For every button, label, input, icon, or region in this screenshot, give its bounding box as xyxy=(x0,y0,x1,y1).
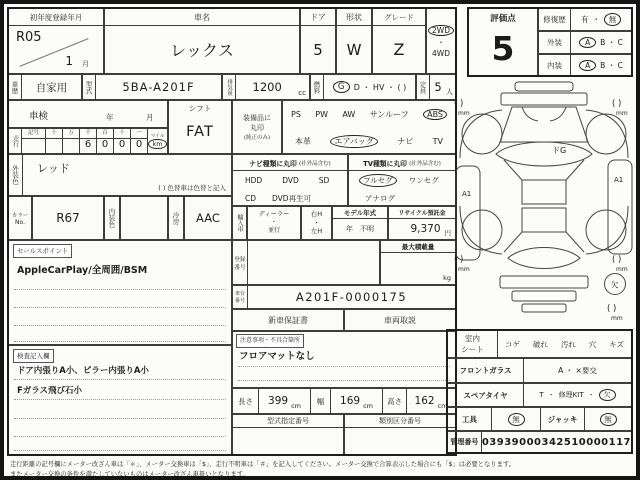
displacement-value: 1200 xyxy=(252,80,282,94)
handle-sep: ・ xyxy=(313,218,320,227)
exterior-grade-selected: A xyxy=(579,37,596,48)
equip-airbag-selected: エアバッグ xyxy=(330,135,377,148)
reg-era: R05 xyxy=(16,30,42,45)
tread-bracket-spare: ( ) xyxy=(607,304,617,314)
odo-unit-km-selected: km xyxy=(148,139,166,149)
width-value: 169 xyxy=(340,395,361,407)
navi-type-title: ナビ種類に丸印 xyxy=(249,159,297,168)
fuel-cell xyxy=(310,74,416,100)
sales-point-text: AppleCarPlay/全周囲/BSM xyxy=(17,265,148,276)
height-unit: cm xyxy=(437,402,448,410)
height-label: 高さ xyxy=(383,389,407,413)
odo-unit-cell xyxy=(148,129,167,153)
fuel-label: 燃料 xyxy=(311,75,324,99)
front-glass-row xyxy=(447,358,632,383)
import-dealer-cell xyxy=(247,206,301,240)
capacity-cell xyxy=(416,74,456,100)
odo-header: 百 xyxy=(97,129,113,139)
grade-value: Z xyxy=(393,40,405,59)
right-handle: 右H xyxy=(310,210,323,219)
capacity-value: 5 xyxy=(434,80,442,94)
history-label: 車歴 xyxy=(9,75,22,99)
odo-header: 一 xyxy=(131,129,147,139)
inspector-notes-tag: 検査記入欄 xyxy=(13,349,54,363)
height-value: 162 xyxy=(414,395,435,407)
tv-analog: アナログ xyxy=(365,193,395,203)
length-label: 長さ xyxy=(233,389,259,413)
shaken-year-label: 年 xyxy=(106,113,114,122)
navi-dvd-play: DVD再生可 xyxy=(272,193,312,203)
navi-type-body xyxy=(232,170,348,206)
reg-month-unit: 月 xyxy=(82,60,89,68)
type-cert-label: 型式指定番号 xyxy=(233,415,343,428)
navi-hdd: HDD xyxy=(245,175,263,185)
odo-header: 記号 xyxy=(22,129,45,139)
history-cell xyxy=(8,74,82,100)
management-no-value: 03939000342510000117 xyxy=(481,436,631,448)
length-value: 399 xyxy=(268,395,289,407)
spare-tire-row xyxy=(447,383,632,407)
odo-col xyxy=(97,129,114,153)
seat-stain: 汚れ xyxy=(560,339,576,349)
equip-tv: TV xyxy=(432,137,443,146)
shaken-cell xyxy=(8,100,168,128)
exterior-color-value: レッド xyxy=(37,162,70,175)
seat-tear: 破れ xyxy=(532,339,548,349)
car-name-cell xyxy=(104,8,300,74)
model-code-label: 型式 xyxy=(83,75,96,99)
management-no-label: 管理番号 xyxy=(448,432,482,452)
odo-digit: 6 xyxy=(84,139,92,150)
inspector-note-line1: ドア内張りA小、ピラー内張りA小 xyxy=(17,366,149,376)
dimensions-row xyxy=(232,388,456,414)
new-car-warranty-cell: 新車保証書 xyxy=(232,309,344,331)
exterior-grade-label: 外装 xyxy=(539,32,571,53)
max-load-unit: kg xyxy=(443,274,451,282)
seat-scratch: キズ xyxy=(609,339,624,349)
sales-point-cell xyxy=(8,240,232,345)
tread-bracket-rear-right: ( ) xyxy=(612,255,622,265)
shift-value: FAT xyxy=(186,124,214,140)
navi-type-sub: (社外品含む) xyxy=(298,160,331,167)
tool-label: 工具 xyxy=(448,408,492,430)
length-unit: cm xyxy=(291,402,301,410)
odo-col xyxy=(46,129,63,153)
odo-header: 万 xyxy=(63,129,79,139)
drivetrain-cell xyxy=(426,8,456,74)
car-name-value: レックス xyxy=(170,41,234,60)
import-label: 輸入車 xyxy=(232,206,247,240)
interior-color-value xyxy=(120,196,168,240)
import-parallel: 並行 xyxy=(267,227,281,235)
odometer-cell xyxy=(8,128,168,154)
type-cert-cell xyxy=(232,414,344,455)
color-no-label xyxy=(8,196,32,240)
repair-sep: ・ xyxy=(592,15,600,24)
score-value: 5 xyxy=(491,28,515,68)
repair-yes: 有 xyxy=(581,15,589,24)
shift-cell xyxy=(168,100,232,154)
exterior-color-cell xyxy=(8,154,232,196)
chassis-no-value: A201F-0000175 xyxy=(295,290,408,304)
odo-digit: 0 xyxy=(101,139,109,150)
class-no-cell xyxy=(344,414,456,455)
max-load-cell xyxy=(380,240,456,285)
tread-unit-front-left: mm xyxy=(458,110,470,117)
displacement-label: 排気量 xyxy=(223,75,236,99)
seat-label xyxy=(448,331,498,357)
model-year-cell xyxy=(332,206,388,240)
spare-repair-kit: 修理KIT xyxy=(558,391,584,399)
chassis-label-2: 番号 xyxy=(234,298,245,304)
handle-side-cell xyxy=(301,206,332,240)
tv-oneseg: ワンセグ xyxy=(408,175,439,185)
car-diagram xyxy=(452,80,636,330)
ac-label: 冷房 xyxy=(168,196,184,240)
odo-header: 十 xyxy=(114,129,130,139)
odo-col xyxy=(63,129,80,153)
odo-col xyxy=(131,129,148,153)
front-glass-label: フロントガラス xyxy=(448,359,524,382)
width-label: 幅 xyxy=(311,389,331,413)
first-registration-label: 初年度登録年月 xyxy=(9,9,103,26)
odo-col xyxy=(80,129,97,153)
navi-sd: SD xyxy=(318,175,330,185)
import-sep: ・ xyxy=(270,218,278,226)
equipment-label-1: 装備品に xyxy=(243,114,271,122)
reg-month: 1 xyxy=(65,54,73,68)
damage-mark-left-door: A1 xyxy=(462,190,472,198)
displacement-cell xyxy=(222,74,310,100)
meter-disclaimer-line1: 走行距離の記号欄にメーター改ざん車は「＊」、メーター交換車は「$」、走行不明車は「＃」を記入してください。メーター交換で合算表示した場合にも「$」は必要となります。 xyxy=(10,461,515,468)
reg-label-2: 番号 xyxy=(234,264,246,271)
repair-no-selected: 無 xyxy=(604,13,621,26)
tv-fullseg-selected: フルセグ xyxy=(359,174,397,187)
model-code-cell xyxy=(82,74,222,100)
spare-missing-selected: 欠 xyxy=(599,389,616,401)
first-registration-value xyxy=(9,26,103,73)
odo-header: 千 xyxy=(80,129,96,139)
spare-tire-label: スペアタイヤ xyxy=(448,384,524,406)
model-year-label: モデル年式 xyxy=(333,207,387,219)
jack-value-selected: 無 xyxy=(600,413,617,426)
repair-history-row xyxy=(538,8,632,31)
equipment-grid xyxy=(282,100,456,154)
equip-leather: 本革 xyxy=(295,137,311,146)
inspector-notes-cell xyxy=(8,345,232,455)
color-change-note: ( ) 色替車は色替と記入 xyxy=(158,184,226,192)
shape-value: W xyxy=(346,40,362,59)
navi-type-header xyxy=(232,154,348,170)
ac-value: AAC xyxy=(184,196,232,240)
tread-unit-rear-right: mm xyxy=(616,266,628,273)
color-no-value: R67 xyxy=(32,196,104,240)
shape-label: 形状 xyxy=(337,9,371,26)
grade-cell xyxy=(372,8,426,74)
interior-grade-selected: A xyxy=(579,60,596,71)
car-name-label: 車名 xyxy=(105,9,299,26)
equip-navi: ナビ xyxy=(397,137,414,146)
tv-type-header xyxy=(348,154,456,170)
reg-label-1: 登録 xyxy=(234,256,246,263)
tv-type-sub: (社外品含む) xyxy=(409,160,441,167)
drive-4wd: 4WD xyxy=(432,48,450,58)
color-no-label-1: カラー xyxy=(11,212,29,219)
seat-label-1: 室内 xyxy=(465,334,480,343)
seat-hole: 穴 xyxy=(588,339,597,349)
caution-tag: 注意事項・不具合箇所 xyxy=(236,334,304,348)
tool-jack-row xyxy=(447,407,632,431)
registration-no-cell xyxy=(232,240,380,285)
score-label: 評価点 xyxy=(490,14,516,24)
door-label: ドア xyxy=(301,9,335,26)
drive-sep: ・ xyxy=(437,37,445,47)
odo-digit: 0 xyxy=(135,139,143,150)
recycle-cell xyxy=(388,206,456,240)
fuel-options: D ・ HV ・ ( ) xyxy=(353,82,407,92)
spare-missing-mark: 欠 xyxy=(610,280,619,290)
max-load-label: 最大積載量 xyxy=(381,241,455,253)
interior-grade-row xyxy=(538,54,632,76)
class-no-label: 類別区分番号 xyxy=(345,415,455,428)
equip-sunroof: サンルーフ xyxy=(369,110,409,119)
model-year-value: 年 不明 xyxy=(346,225,374,233)
displacement-unit: cc xyxy=(298,89,306,97)
seat-label-2: シート xyxy=(461,345,484,354)
grade-label: グレード xyxy=(373,9,425,26)
seat-burn: コゲ xyxy=(505,339,520,349)
tread-unit-front-right: mm xyxy=(616,110,628,117)
repair-history-label: 修復歴 xyxy=(539,9,571,30)
tv-type-title: TV種類に丸印 xyxy=(363,159,407,168)
tool-value-selected: 無 xyxy=(508,413,525,426)
seat-condition-row xyxy=(447,330,632,358)
equipment-label-3: (純正のみ) xyxy=(243,135,271,141)
shift-label: シフト xyxy=(188,104,212,113)
first-registration-cell xyxy=(8,8,104,74)
navi-cd: CD xyxy=(245,193,257,203)
management-no-row xyxy=(447,431,632,453)
left-handle: 左H xyxy=(310,227,323,236)
tread-bracket-front-right: ( ) xyxy=(612,99,622,109)
jack-label: ジャッキ xyxy=(541,408,585,430)
shape-cell xyxy=(336,8,372,74)
registration-no-label xyxy=(233,241,248,284)
sales-point-tag: セールスポイント xyxy=(13,244,72,258)
color-no-label-2: No. xyxy=(15,218,25,226)
spare-sep1: ・ xyxy=(547,391,555,399)
damage-mark-glass: ドG xyxy=(552,146,567,155)
odo-col xyxy=(114,129,131,153)
import-dealer: ディーラー xyxy=(258,210,290,218)
equipment-label-cell xyxy=(232,100,282,154)
capacity-unit: 人 xyxy=(446,88,453,96)
shaken-label: 車検 xyxy=(29,111,49,122)
vehicle-manual-cell: 車両取説 xyxy=(344,309,456,331)
odo-header: 十 xyxy=(46,129,62,139)
tv-type-body xyxy=(348,170,456,206)
recycle-label: リサイクル預託金 xyxy=(389,207,455,219)
model-code-value: 5BA-A201F xyxy=(122,80,195,94)
recycle-unit: 円 xyxy=(444,229,451,237)
tread-bracket-rear-left: ( ) xyxy=(454,255,464,265)
recycle-value: 9,370 xyxy=(410,223,441,235)
interior-color-label: 内装色 xyxy=(104,196,120,240)
chassis-no-cell xyxy=(232,285,456,309)
tread-bracket-front-left: ( ) xyxy=(454,99,464,109)
width-unit: cm xyxy=(363,402,373,410)
odo-unit-mile: マイル xyxy=(150,134,165,139)
tread-unit-rear-left: mm xyxy=(458,266,470,273)
spare-sep2: ・ xyxy=(587,391,595,399)
chassis-label-1: 車台 xyxy=(234,291,245,297)
interior-grade-rest: B ・ C xyxy=(600,60,623,70)
tread-unit-spare: mm xyxy=(611,315,623,322)
exterior-grade-row xyxy=(538,31,632,54)
fuel-selected: G xyxy=(333,81,350,93)
front-glass-value: A ・ ×要交 xyxy=(558,366,597,375)
inspector-note-line2: Fガラス飛び石小 xyxy=(17,386,83,396)
odo-col-symbol xyxy=(22,129,46,153)
equip-abs-selected: ABS xyxy=(423,109,447,120)
exterior-color-label: 外装色 xyxy=(9,155,23,195)
equipment-label-2: 丸印 xyxy=(250,124,264,132)
odo-digit: 0 xyxy=(118,139,126,150)
navi-dvd: DVD xyxy=(282,175,299,185)
chassis-no-label xyxy=(233,286,248,308)
exterior-grade-rest: B ・ C xyxy=(600,38,623,47)
caution-text: フロアマットなし xyxy=(239,351,315,362)
meter-disclaimer-line2: またメーター交換の条件を満たしていないものはメーター改ざん車扱いとなります。 xyxy=(10,471,249,478)
spare-t: T xyxy=(539,391,544,399)
equip-ps: PS xyxy=(291,110,301,119)
shaken-month-label: 月 xyxy=(146,113,154,122)
damage-mark-right-door: A1 xyxy=(614,176,624,184)
history-value: 自家用 xyxy=(35,81,68,94)
caution-cell xyxy=(232,331,456,388)
door-cell xyxy=(300,8,336,74)
door-value: 5 xyxy=(313,40,323,59)
interior-grade-label: 内装 xyxy=(539,55,571,75)
capacity-label: 定員 xyxy=(417,75,430,99)
drive-2wd-selected: 2WD xyxy=(428,25,454,36)
equip-pw: PW xyxy=(315,110,329,119)
equip-aw: AW xyxy=(342,110,356,119)
score-cell xyxy=(468,8,538,76)
mileage-label: 走行 xyxy=(9,129,22,153)
